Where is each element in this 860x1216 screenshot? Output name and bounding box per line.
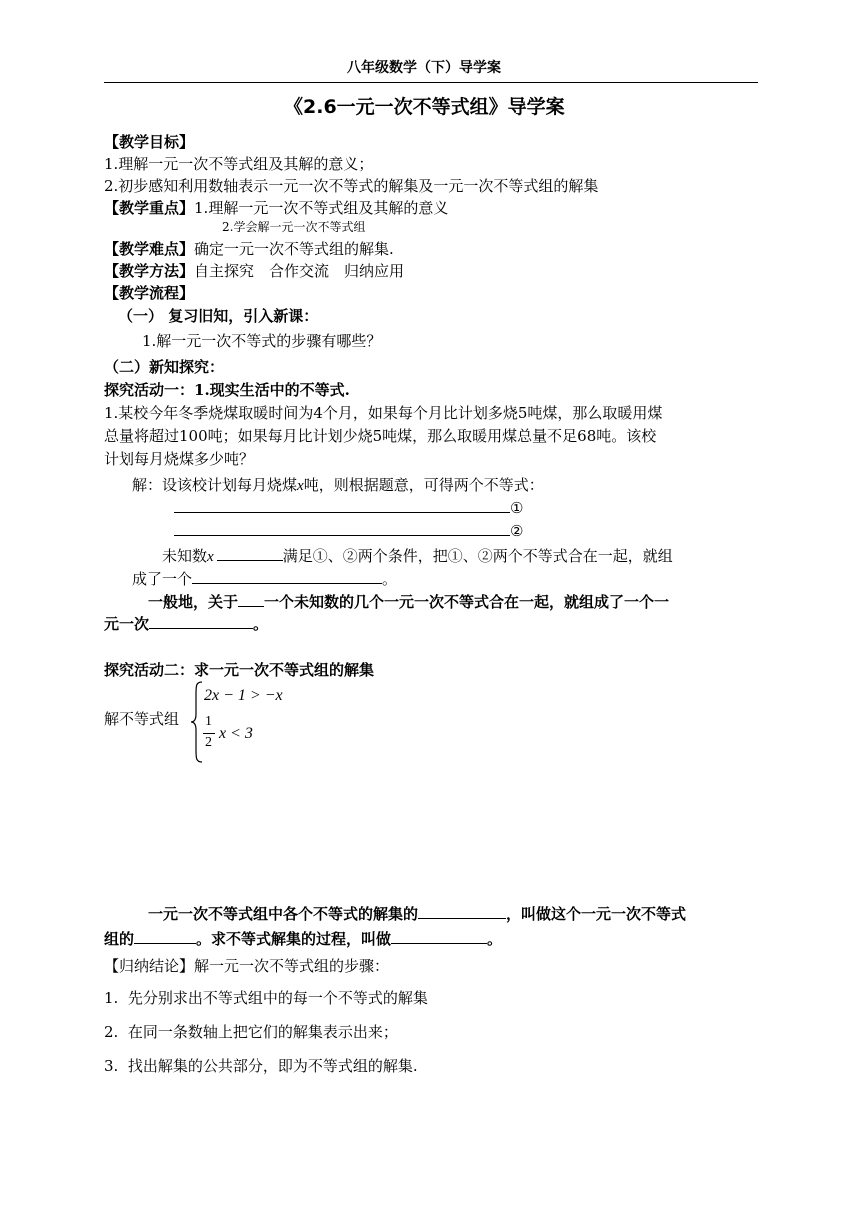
general-start: 一般地，关于 [148, 593, 239, 611]
definition-line-2 [104, 929, 502, 948]
definition-blank-2[interactable] [134, 929, 196, 944]
difficulty-line [104, 240, 394, 258]
key-points-line [104, 199, 448, 217]
activity1-title: 1.现实生活中的不等式. [194, 381, 350, 399]
inequality-blank-1-line [174, 498, 523, 517]
goal-item-1: 1.理解一元一次不等式组及其解的意义； [104, 155, 374, 173]
inequality-1: 2x − 1 > −x [204, 687, 283, 704]
general-line2-end: 。 [253, 615, 269, 633]
goal-item-2: 2.初步感知利用数轴表示一元一次不等式的解集及一元一次不等式组的解集 [104, 177, 599, 195]
unknown-line-2 [132, 569, 397, 588]
definition-blank-1[interactable] [418, 904, 506, 919]
goals-heading: 【教学目标】 [104, 133, 195, 151]
definition-line1-end: ，叫做这个一元一次不等式 [506, 905, 687, 923]
conclusion-text: 解一元一次不等式组的步骤： [194, 957, 390, 975]
review-heading: （一） 复习旧知，引入新课： [118, 307, 319, 325]
general-blank-2[interactable] [149, 614, 253, 629]
inequality-blank-2-line [174, 521, 523, 540]
conclusion-line [104, 957, 389, 975]
left-brace-icon [190, 680, 204, 764]
unknown-line [162, 546, 673, 566]
unknown-blank[interactable] [217, 546, 283, 561]
problem-line-2: 总量将超过100吨；如果每月比计划少烧5吨煤，那么取暖用煤总量不足68吨。该校 [104, 427, 657, 445]
general-blank-1[interactable] [238, 592, 264, 607]
unknown-mid: 满足①、②两个条件，把①、②两个不等式合在一起，就组 [282, 547, 673, 565]
problem-line-3: 计划每月烧煤多少吨？ [104, 450, 255, 468]
solve-label: 解不等式组 [104, 710, 180, 728]
general-mid: 一个未知数的几个一元一次不等式合在一起，就组成了一个一 [264, 593, 670, 611]
document-title: 《2.6一元一次不等式组》导学案 [284, 96, 565, 118]
new-knowledge-heading: （二）新知探究： [104, 358, 225, 376]
solution-variable: x [297, 478, 304, 494]
problem-line-1: 1.某校今年冬季烧煤取暖时间为4个月，如果每个月比计划多烧5吨煤，那么取暖用煤 [104, 404, 663, 422]
method-text: 自主探究 合作交流 归纳应用 [194, 262, 405, 280]
conclusion-step-1: 1. 先分别求出不等式组中的每一个不等式的解集 [104, 989, 428, 1007]
difficulty-label: 【教学难点】 [104, 240, 195, 258]
fraction-numerator: 1 [205, 714, 212, 729]
definition-line2-start: 组的 [104, 930, 135, 948]
general-line [148, 592, 669, 611]
fraction-bar [203, 733, 215, 734]
key-point-1: 1.理解一元一次不等式组及其解的意义 [194, 199, 449, 217]
unknown-variable: x [207, 549, 214, 565]
mark-1: ① [510, 499, 524, 517]
page-header: 八年级数学（下）导学案 [347, 60, 501, 76]
solution-intro [132, 476, 544, 495]
general-line-2 [104, 614, 268, 633]
method-line [104, 262, 404, 280]
difficulty-text: 确定一元一次不等式组的解集. [194, 240, 394, 258]
activity1-line [104, 381, 350, 399]
system-blank[interactable] [192, 569, 382, 584]
review-question: 1.解一元一次不等式的步骤有哪些？ [142, 332, 382, 350]
general-line2-start: 元一次 [104, 615, 150, 633]
conclusion-label: 【归纳结论】 [104, 957, 195, 975]
header-divider [104, 82, 758, 83]
process-heading: 【教学流程】 [104, 284, 195, 302]
activity2-title: 探究活动二：求一元一次不等式组的解集 [104, 661, 375, 679]
mark-2: ② [510, 522, 524, 540]
inequality-2-rest: x < 3 [219, 725, 253, 742]
activity1-prefix: 探究活动一： [104, 381, 195, 399]
definition-line1-start: 一元一次不等式组中各个不等式的解集的 [148, 905, 419, 923]
definition-line2-end: 。 [487, 930, 503, 948]
definition-line2-mid: 。求不等式解集的过程，叫做 [196, 930, 392, 948]
fraction-denominator: 2 [205, 735, 212, 750]
key-point-2: 2.学会解一元一次不等式组 [222, 220, 366, 234]
conclusion-step-2: 2. 在同一条数轴上把它们的解集表示出来； [104, 1023, 398, 1041]
unknown-line2-start: 成了一个 [132, 570, 193, 588]
unknown-line2-end: 。 [382, 570, 398, 588]
inequality-blank-1[interactable] [174, 498, 510, 513]
method-label: 【教学方法】 [104, 262, 195, 280]
solution-end: 吨，则根据题意，可得两个不等式： [303, 476, 544, 494]
definition-blank-3[interactable] [391, 929, 487, 944]
solution-start: 解：设该校计划每月烧煤 [132, 476, 298, 494]
unknown-start: 未知数 [162, 547, 208, 565]
inequality-blank-2[interactable] [174, 521, 510, 536]
definition-line-1 [148, 904, 686, 923]
key-points-label: 【教学重点】 [104, 199, 195, 217]
conclusion-step-3: 3. 找出解集的公共部分，即为不等式组的解集. [104, 1057, 418, 1075]
